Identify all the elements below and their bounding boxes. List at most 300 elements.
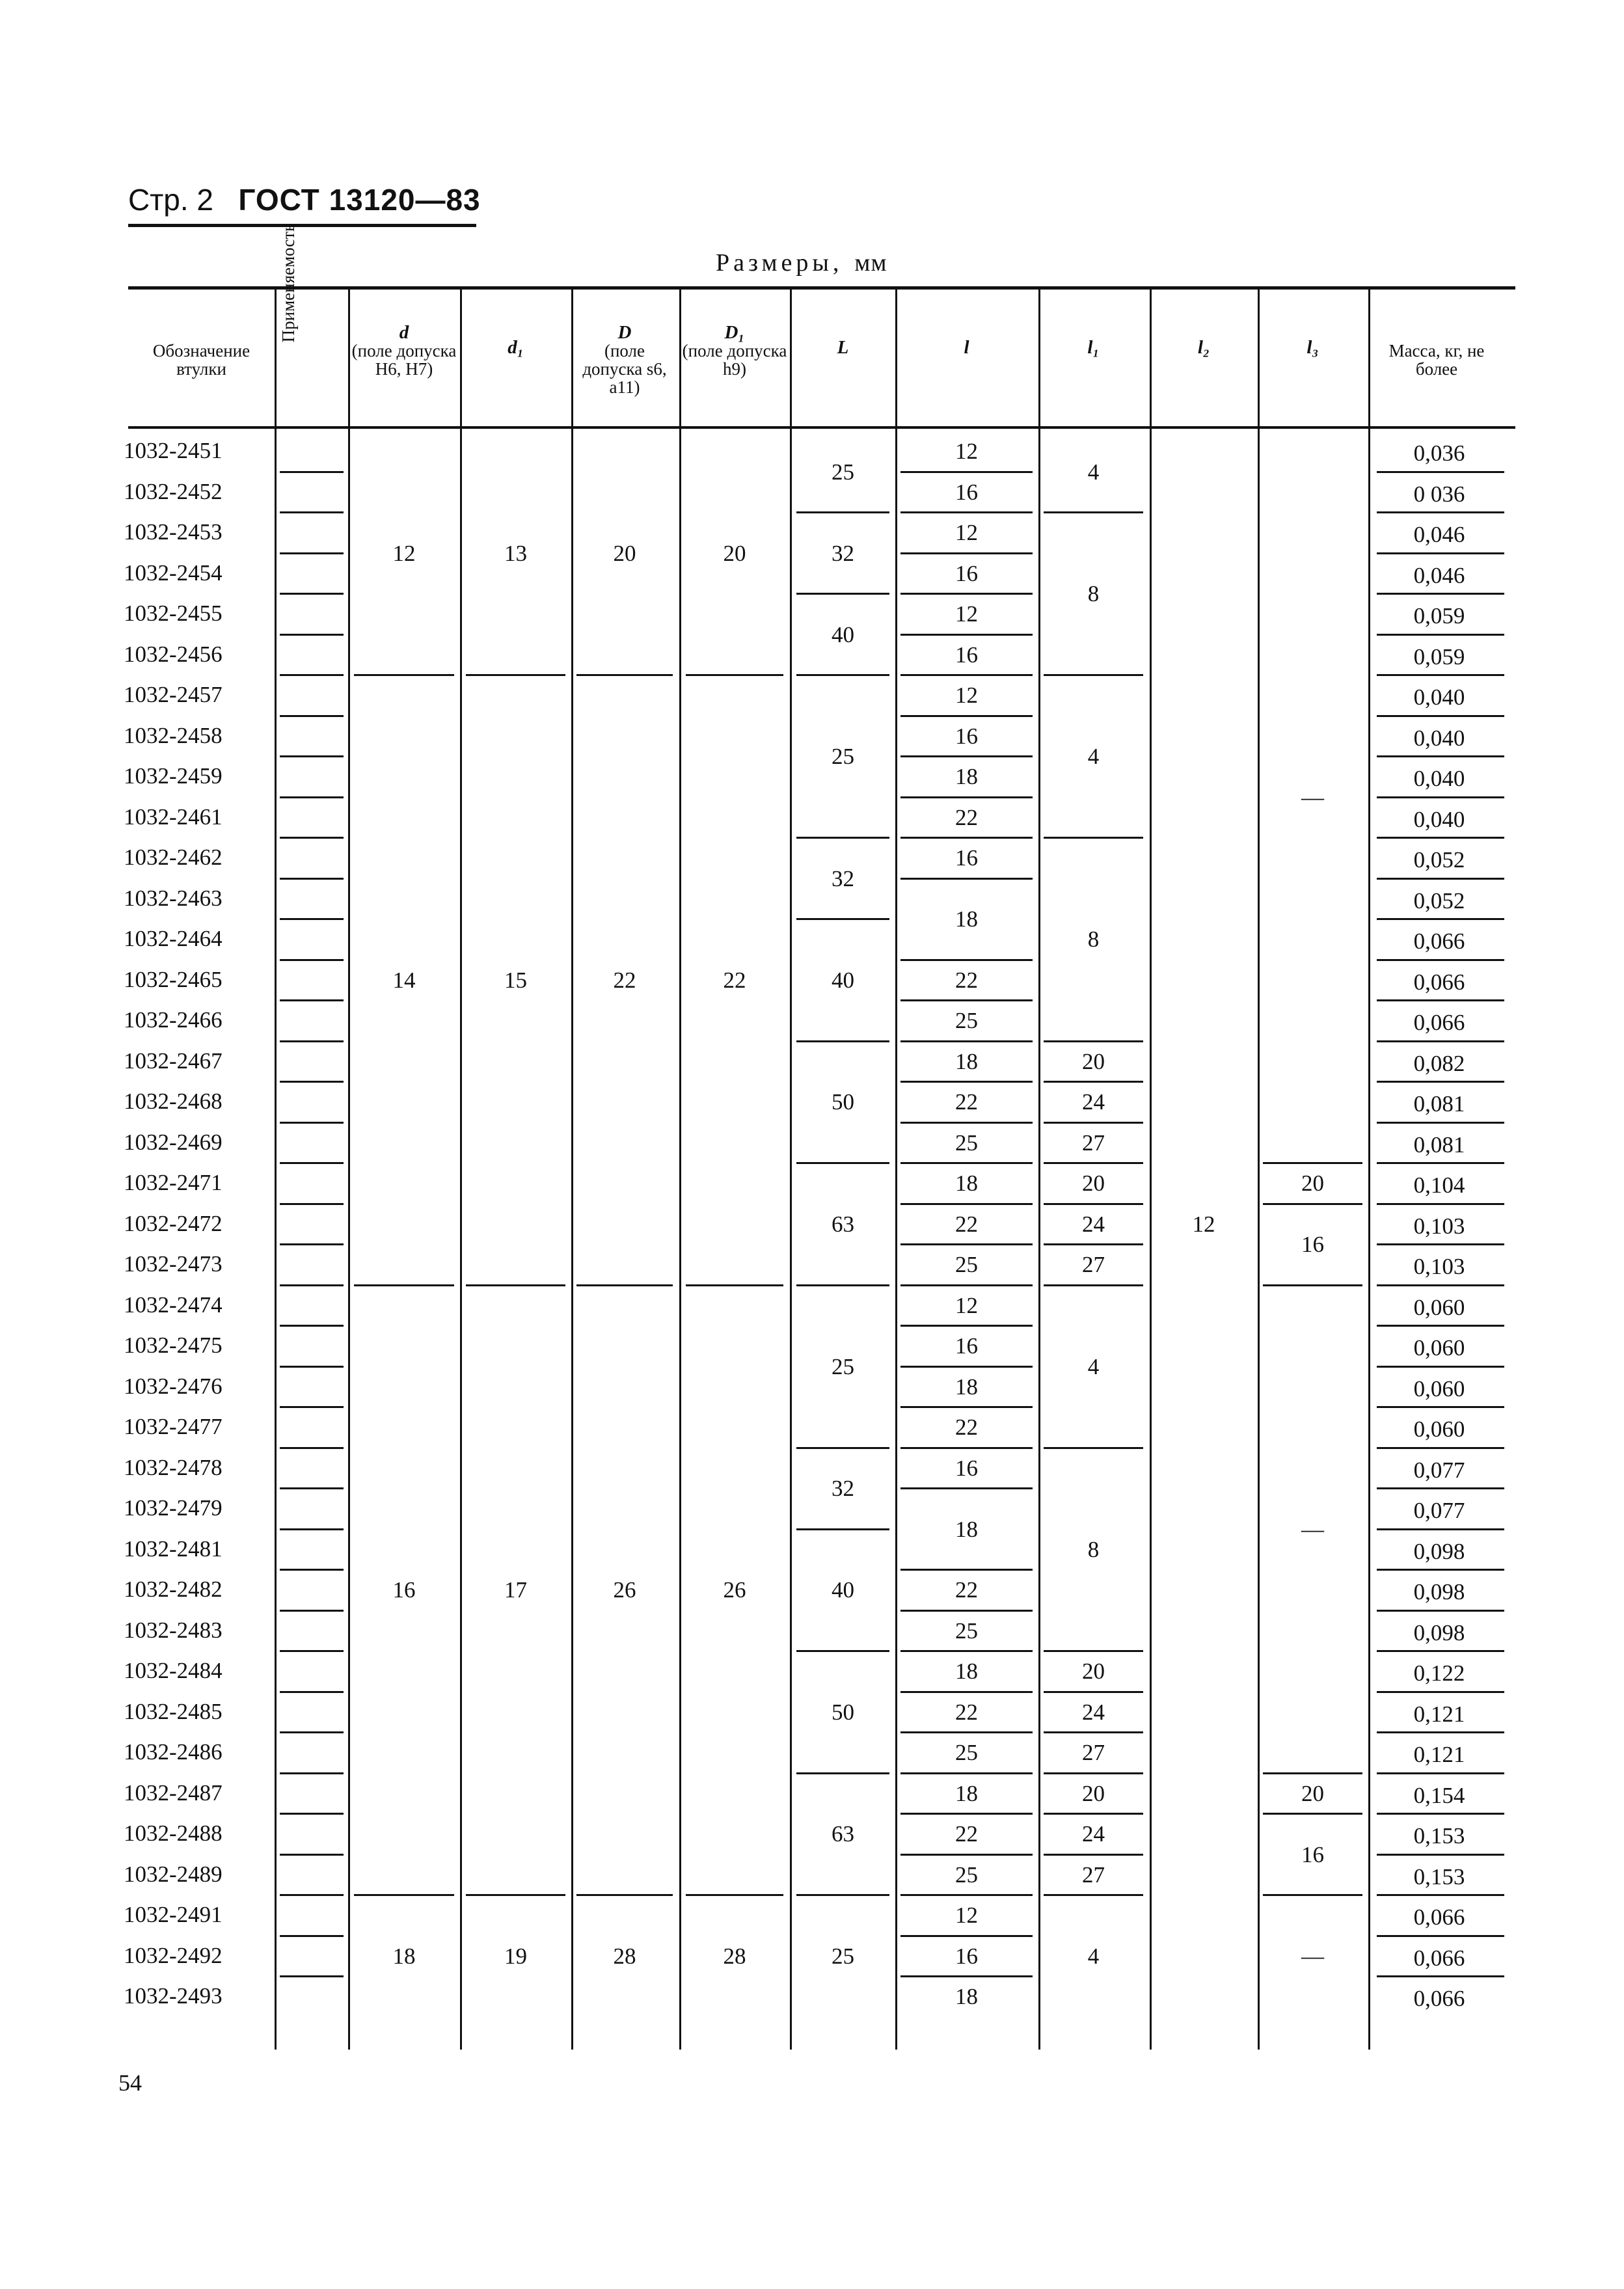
column-divider <box>1150 290 1152 2050</box>
mass-cell: 0,040 <box>1413 725 1465 751</box>
value-cell-l1: 27 <box>1082 1862 1105 1888</box>
span-divider <box>900 959 1033 961</box>
value-cell-l3: — <box>1301 1943 1324 1969</box>
span-divider <box>576 1284 673 1286</box>
value-cell-l: 16 <box>955 723 978 749</box>
value-cell-l: 22 <box>955 804 978 830</box>
applicability-blank-line <box>280 1325 344 1327</box>
value-cell-L: 32 <box>832 540 854 566</box>
mass-underline <box>1377 796 1504 798</box>
value-cell-l: 16 <box>955 642 978 668</box>
value-cell-L: 50 <box>832 1089 854 1115</box>
span-divider <box>354 1894 454 1896</box>
span-divider <box>1263 1284 1362 1286</box>
mass-cell: 0,066 <box>1413 1904 1465 1930</box>
applicability-blank-line <box>280 1650 344 1652</box>
span-divider <box>900 1610 1033 1612</box>
applicability-blank-line <box>280 1569 344 1571</box>
span-divider <box>900 552 1033 554</box>
value-cell-d: 18 <box>392 1943 416 1969</box>
mass-underline <box>1377 1731 1504 1733</box>
value-cell-l1: 4 <box>1087 744 1100 769</box>
mass-cell: 0,052 <box>1413 847 1465 873</box>
span-divider <box>900 755 1033 757</box>
designation-cell: 1032-2478 <box>124 1454 223 1480</box>
span-divider <box>900 1813 1033 1815</box>
mass-underline <box>1377 1650 1504 1652</box>
value-cell-l: 18 <box>955 1171 978 1197</box>
span-divider <box>1044 1772 1143 1774</box>
mass-underline <box>1377 552 1504 554</box>
mass-cell: 0,153 <box>1413 1823 1465 1849</box>
applicability-blank-line <box>280 593 344 595</box>
span-divider <box>1044 1081 1143 1083</box>
span-divider <box>900 1243 1033 1245</box>
span-divider <box>1044 1122 1143 1124</box>
span-divider <box>1263 1162 1362 1164</box>
span-divider <box>1044 1447 1143 1449</box>
designation-cell: 1032-2467 <box>124 1048 223 1074</box>
applicability-blank-line <box>280 796 344 798</box>
span-divider <box>796 1528 889 1530</box>
units-label: Размеры, <box>716 249 843 277</box>
mass-cell: 0,060 <box>1413 1375 1465 1402</box>
value-cell-l2: 12 <box>1192 1211 1215 1237</box>
mass-underline <box>1377 1040 1504 1042</box>
value-cell-l: 25 <box>955 1008 978 1034</box>
designation-cell: 1032-2488 <box>124 1821 223 1846</box>
mass-underline <box>1377 1162 1504 1164</box>
applicability-blank-line <box>280 1284 344 1286</box>
value-cell-D1: 28 <box>723 1943 746 1969</box>
span-divider <box>796 1650 889 1652</box>
span-divider <box>1044 1731 1143 1733</box>
mass-cell: 0,098 <box>1413 1579 1465 1605</box>
value-cell-l1: 8 <box>1087 927 1100 953</box>
span-divider <box>900 1935 1033 1937</box>
applicability-blank-line <box>280 1366 344 1368</box>
span-divider <box>1044 674 1143 676</box>
applicability-blank-line <box>280 715 344 717</box>
span-divider <box>1044 1813 1143 1815</box>
applicability-blank-line <box>280 1487 344 1489</box>
span-divider <box>900 1691 1033 1693</box>
mass-underline <box>1377 715 1504 717</box>
mass-cell: 0,066 <box>1413 1945 1465 1971</box>
units-value: мм <box>854 249 887 277</box>
applicability-blank-line <box>280 999 344 1001</box>
header-bottom-rule <box>128 426 1515 429</box>
value-cell-d: 14 <box>392 967 416 993</box>
mass-cell: 0,098 <box>1413 1538 1465 1564</box>
column-divider <box>679 290 681 2050</box>
value-cell-l1: 20 <box>1082 1780 1105 1806</box>
mass-underline <box>1377 1975 1504 1977</box>
value-cell-l3: 16 <box>1301 1232 1324 1257</box>
mass-underline <box>1377 755 1504 757</box>
applicability-blank-line <box>280 1081 344 1083</box>
mass-cell: 0,060 <box>1413 1335 1465 1361</box>
mass-underline <box>1377 1366 1504 1368</box>
applicability-blank-line <box>280 1772 344 1774</box>
value-cell-l1: 24 <box>1082 1699 1105 1725</box>
applicability-blank-line <box>280 1528 344 1530</box>
value-cell-l1: 4 <box>1087 459 1100 485</box>
span-divider <box>1044 1040 1143 1042</box>
applicability-blank-line <box>280 1813 344 1815</box>
span-divider <box>1044 1650 1143 1652</box>
mass-underline <box>1377 511 1504 513</box>
designation-cell: 1032-2481 <box>124 1536 223 1562</box>
applicability-blank-line <box>280 511 344 513</box>
value-cell-l3: — <box>1301 1516 1324 1542</box>
value-cell-L: 50 <box>832 1699 854 1725</box>
applicability-blank-line <box>280 959 344 961</box>
col-header-mass: Масса, кг, не более <box>1388 341 1485 379</box>
applicability-blank-line <box>280 755 344 757</box>
mass-cell: 0,121 <box>1413 1742 1465 1767</box>
span-divider <box>900 715 1033 717</box>
designation-cell: 1032-2468 <box>124 1089 223 1114</box>
span-divider <box>1263 1894 1362 1896</box>
span-divider <box>900 837 1033 839</box>
mass-cell: 0,040 <box>1413 806 1465 832</box>
designation-cell: 1032-2456 <box>124 641 223 667</box>
mass-cell: 0 036 <box>1413 481 1465 507</box>
value-cell-l: 12 <box>955 439 978 465</box>
mass-underline <box>1377 1284 1504 1286</box>
span-divider <box>1263 1203 1362 1205</box>
span-divider <box>900 634 1033 636</box>
applicability-blank-line <box>280 1406 344 1408</box>
designation-cell: 1032-2463 <box>124 885 223 911</box>
page-label: Стр. 2 <box>128 183 214 217</box>
applicability-blank-line <box>280 878 344 880</box>
col-header-l: l <box>964 337 969 358</box>
mass-underline <box>1377 1122 1504 1124</box>
value-cell-l: 12 <box>955 520 978 546</box>
value-cell-l1: 8 <box>1087 581 1100 606</box>
designation-cell: 1032-2459 <box>124 763 223 789</box>
mass-underline <box>1377 1813 1504 1815</box>
mass-underline <box>1377 1487 1504 1489</box>
page-header <box>128 182 481 217</box>
designation-cell: 1032-2454 <box>124 560 223 586</box>
value-cell-l1: 4 <box>1087 1353 1100 1379</box>
value-cell-l: 16 <box>955 845 978 871</box>
span-divider <box>796 674 889 676</box>
value-cell-l3: 16 <box>1301 1841 1324 1867</box>
standard-number: ГОСТ 13120—83 <box>238 183 481 217</box>
mass-cell: 0,081 <box>1413 1131 1465 1158</box>
mass-cell: 0,036 <box>1413 440 1465 466</box>
value-cell-d1: 13 <box>504 540 527 566</box>
mass-cell: 0,082 <box>1413 1050 1465 1076</box>
designation-cell: 1032-2469 <box>124 1129 223 1155</box>
span-divider <box>900 1772 1033 1774</box>
span-divider <box>900 593 1033 595</box>
designation-cell: 1032-2466 <box>124 1007 223 1033</box>
mass-underline <box>1377 1894 1504 1896</box>
applicability-blank-line <box>280 1122 344 1124</box>
applicability-blank-line <box>280 1447 344 1449</box>
mass-underline <box>1377 1081 1504 1083</box>
mass-cell: 0,040 <box>1413 684 1465 710</box>
mass-cell: 0,121 <box>1413 1701 1465 1727</box>
span-divider <box>576 674 673 676</box>
designation-cell: 1032-2482 <box>124 1577 223 1602</box>
applicability-blank-line <box>280 1243 344 1245</box>
value-cell-L: 25 <box>832 1353 854 1379</box>
designation-cell: 1032-2477 <box>124 1414 223 1439</box>
designation-cell: 1032-2489 <box>124 1861 223 1887</box>
designation-cell: 1032-2485 <box>124 1698 223 1724</box>
mass-underline <box>1377 634 1504 636</box>
value-cell-D: 28 <box>613 1943 636 1969</box>
designation-cell: 1032-2464 <box>124 926 223 951</box>
designation-cell: 1032-2465 <box>124 966 223 992</box>
span-divider <box>900 1325 1033 1327</box>
span-divider <box>796 837 889 839</box>
mass-cell: 0,153 <box>1413 1863 1465 1889</box>
applicability-blank-line <box>280 1040 344 1042</box>
mass-underline <box>1377 959 1504 961</box>
mass-cell: 0,077 <box>1413 1457 1465 1483</box>
col-header-l1: l₁ <box>1087 337 1100 358</box>
col-header-d1: d₁ <box>508 337 524 358</box>
span-divider <box>900 471 1033 473</box>
span-divider <box>1044 1894 1143 1896</box>
span-divider <box>900 1040 1033 1042</box>
col-header-applicability: Применяемость <box>278 223 298 343</box>
span-divider <box>900 1975 1033 1977</box>
designation-cell: 1032-2487 <box>124 1780 223 1806</box>
value-cell-l: 16 <box>955 1943 978 1969</box>
span-divider <box>796 1772 889 1774</box>
designation-cell: 1032-2484 <box>124 1658 223 1683</box>
mass-cell: 0,040 <box>1413 766 1465 791</box>
applicability-blank-line <box>280 1162 344 1164</box>
span-divider <box>686 1284 783 1286</box>
span-divider <box>576 1894 673 1896</box>
span-divider <box>796 1894 889 1896</box>
value-cell-D1: 22 <box>723 967 746 993</box>
value-cell-l: 12 <box>955 1903 978 1929</box>
span-divider <box>900 1284 1033 1286</box>
table-top-rule <box>128 286 1515 290</box>
span-divider <box>1044 1243 1143 1245</box>
value-cell-L: 25 <box>832 744 854 769</box>
designation-cell: 1032-2486 <box>124 1739 223 1765</box>
value-cell-l: 16 <box>955 560 978 586</box>
applicability-blank-line <box>280 837 344 839</box>
span-divider <box>900 796 1033 798</box>
applicability-blank-line <box>280 1691 344 1693</box>
span-divider <box>796 593 889 595</box>
mass-underline <box>1377 1854 1504 1856</box>
value-cell-l: 22 <box>955 967 978 993</box>
value-cell-L: 63 <box>832 1821 854 1847</box>
mass-underline <box>1377 837 1504 839</box>
value-cell-l: 12 <box>955 1292 978 1318</box>
mass-cell: 0,066 <box>1413 1986 1465 2011</box>
value-cell-l: 18 <box>955 906 978 932</box>
designation-cell: 1032-2473 <box>124 1251 223 1277</box>
span-divider <box>900 674 1033 676</box>
value-cell-L: 40 <box>832 1577 854 1603</box>
value-cell-l1: 20 <box>1082 1659 1105 1685</box>
span-divider <box>1263 1813 1362 1815</box>
designation-cell: 1032-2457 <box>124 682 223 707</box>
span-divider <box>900 1162 1033 1164</box>
col-header-L: L <box>837 337 849 358</box>
applicability-blank-line <box>280 552 344 554</box>
value-cell-l: 18 <box>955 1984 978 2010</box>
column-divider <box>790 290 792 2050</box>
col-header-D: D (поле допуска s6, a11) <box>582 322 667 397</box>
span-divider <box>900 1650 1033 1652</box>
value-cell-l: 18 <box>955 1780 978 1806</box>
value-cell-l: 12 <box>955 683 978 709</box>
span-divider <box>1044 1162 1143 1164</box>
mass-underline <box>1377 674 1504 676</box>
value-cell-D1: 26 <box>723 1577 746 1603</box>
span-divider <box>1044 1284 1143 1286</box>
col-header-l3: l₃ <box>1306 337 1319 358</box>
value-cell-l: 22 <box>955 1089 978 1115</box>
value-cell-l1: 4 <box>1087 1943 1100 1969</box>
mass-cell: 0,066 <box>1413 969 1465 995</box>
mass-underline <box>1377 1325 1504 1327</box>
column-divider <box>1368 290 1370 2050</box>
value-cell-d: 12 <box>392 540 416 566</box>
mass-cell: 0,059 <box>1413 643 1465 670</box>
span-divider <box>900 999 1033 1001</box>
applicability-blank-line <box>280 471 344 473</box>
span-divider <box>900 1569 1033 1571</box>
value-cell-l: 12 <box>955 601 978 627</box>
value-cell-l: 22 <box>955 1821 978 1847</box>
mass-underline <box>1377 1406 1504 1408</box>
value-cell-D1: 20 <box>723 540 746 566</box>
value-cell-l1: 27 <box>1082 1130 1105 1156</box>
value-cell-l: 25 <box>955 1740 978 1766</box>
designation-cell: 1032-2474 <box>124 1292 223 1318</box>
designation-cell: 1032-2461 <box>124 804 223 830</box>
span-divider <box>354 1284 454 1286</box>
applicability-blank-line <box>280 1894 344 1896</box>
span-divider <box>796 1040 889 1042</box>
designation-cell: 1032-2483 <box>124 1617 223 1643</box>
value-cell-d1: 19 <box>504 1943 527 1969</box>
value-cell-l3: 20 <box>1301 1171 1324 1197</box>
value-cell-l: 25 <box>955 1252 978 1278</box>
span-divider <box>900 1122 1033 1124</box>
span-divider <box>686 674 783 676</box>
mass-underline <box>1377 878 1504 880</box>
mass-underline <box>1377 1203 1504 1205</box>
units-caption <box>716 249 887 277</box>
value-cell-d1: 15 <box>504 967 527 993</box>
value-cell-l: 25 <box>955 1862 978 1888</box>
mass-cell: 0,081 <box>1413 1091 1465 1117</box>
value-cell-l: 18 <box>955 1659 978 1685</box>
value-cell-l1: 20 <box>1082 1171 1105 1197</box>
mass-cell: 0,046 <box>1413 562 1465 588</box>
mass-cell: 0,154 <box>1413 1782 1465 1808</box>
mass-cell: 0,098 <box>1413 1619 1465 1646</box>
span-divider <box>900 1081 1033 1083</box>
span-divider <box>1044 837 1143 839</box>
mass-cell: 0,052 <box>1413 887 1465 914</box>
mass-cell: 0,046 <box>1413 522 1465 547</box>
mass-underline <box>1377 1528 1504 1530</box>
mass-underline <box>1377 1447 1504 1449</box>
designation-cell: 1032-2475 <box>124 1333 223 1358</box>
mass-underline <box>1377 1772 1504 1774</box>
span-divider <box>1263 1772 1362 1774</box>
designation-cell: 1032-2479 <box>124 1495 223 1521</box>
value-cell-D: 22 <box>613 967 636 993</box>
mass-underline <box>1377 1691 1504 1693</box>
designation-cell: 1032-2493 <box>124 1983 223 2009</box>
value-cell-l1: 24 <box>1082 1089 1105 1115</box>
mass-cell: 0,103 <box>1413 1213 1465 1239</box>
span-divider <box>1044 511 1143 513</box>
designation-cell: 1032-2476 <box>124 1373 223 1399</box>
value-cell-L: 25 <box>832 459 854 485</box>
value-cell-L: 25 <box>832 1943 854 1969</box>
mass-cell: 0,103 <box>1413 1254 1465 1279</box>
span-divider <box>900 1406 1033 1408</box>
span-divider <box>796 918 889 920</box>
designation-cell: 1032-2471 <box>124 1170 223 1195</box>
span-divider <box>686 1894 783 1896</box>
span-divider <box>900 878 1033 880</box>
span-divider <box>900 1447 1033 1449</box>
value-cell-L: 63 <box>832 1211 854 1237</box>
designation-cell: 1032-2452 <box>124 478 223 504</box>
value-cell-l: 16 <box>955 479 978 505</box>
mass-cell: 0,060 <box>1413 1416 1465 1442</box>
span-divider <box>1044 1691 1143 1693</box>
value-cell-D: 20 <box>613 540 636 566</box>
value-cell-l: 16 <box>955 1455 978 1481</box>
designation-cell: 1032-2491 <box>124 1902 223 1927</box>
mass-cell: 0,104 <box>1413 1172 1465 1198</box>
mass-underline <box>1377 1569 1504 1571</box>
designation-cell: 1032-2451 <box>124 438 223 463</box>
designation-cell: 1032-2472 <box>124 1210 223 1236</box>
span-divider <box>1044 1854 1143 1856</box>
mass-cell: 0,066 <box>1413 1010 1465 1035</box>
span-divider <box>354 674 454 676</box>
applicability-blank-line <box>280 674 344 676</box>
mass-cell: 0,060 <box>1413 1294 1465 1320</box>
col-header-l2: l₂ <box>1197 337 1210 358</box>
value-cell-l1: 24 <box>1082 1821 1105 1847</box>
span-divider <box>796 1284 889 1286</box>
page-number: 54 <box>118 2070 142 2096</box>
designation-cell: 1032-2462 <box>124 845 223 870</box>
value-cell-l1: 27 <box>1082 1740 1105 1766</box>
span-divider <box>900 1203 1033 1205</box>
applicability-blank-line <box>280 634 344 636</box>
mass-cell: 0,066 <box>1413 928 1465 954</box>
span-divider <box>900 511 1033 513</box>
mass-underline <box>1377 1243 1504 1245</box>
span-divider <box>466 674 565 676</box>
